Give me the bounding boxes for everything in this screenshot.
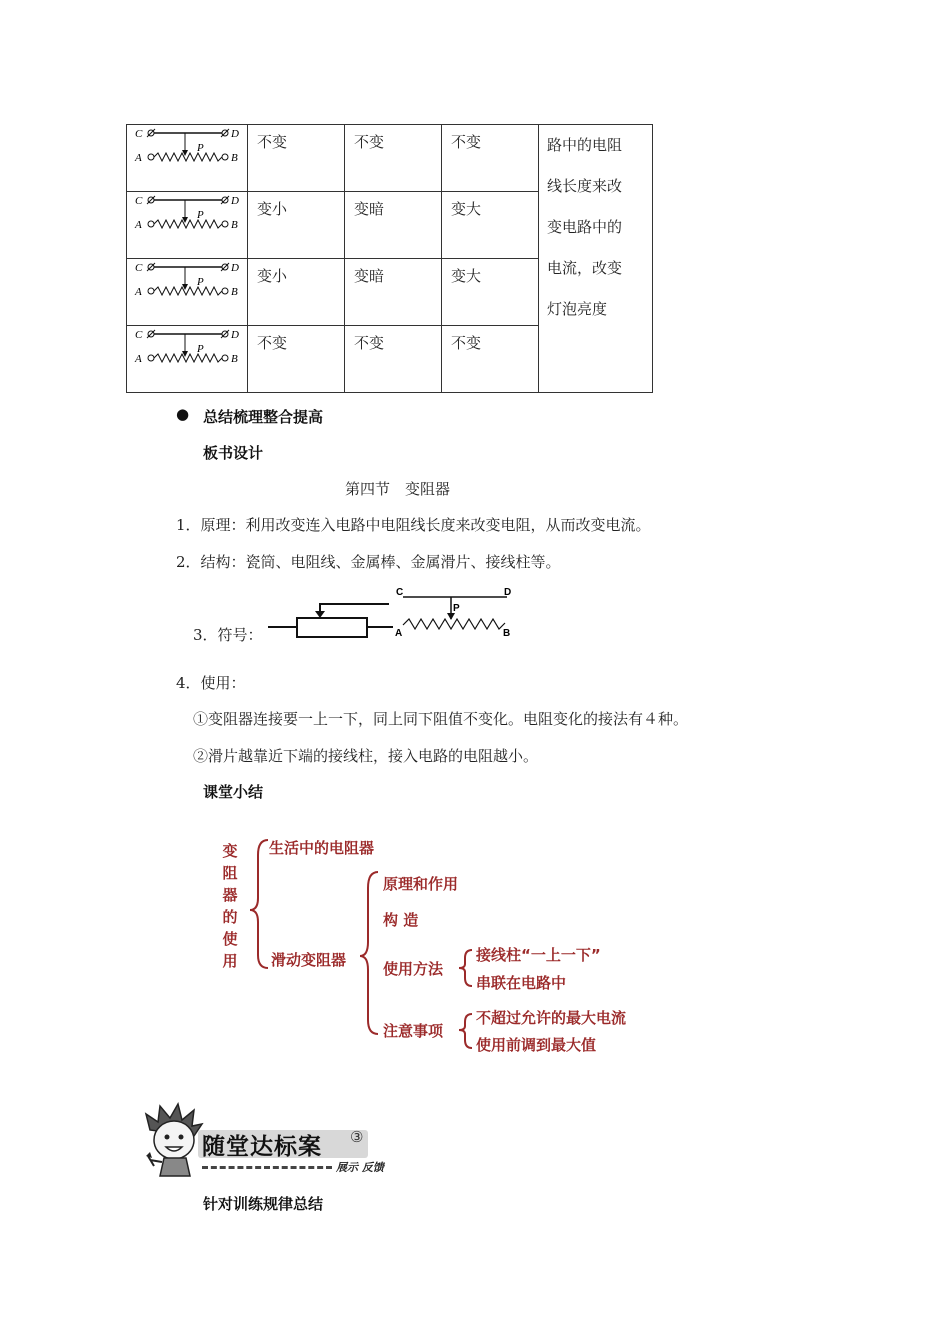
notes-item-2: 使用前调到最大值 [476, 1036, 597, 1054]
note-cell [539, 125, 653, 393]
svg-text:A: A [135, 353, 142, 365]
board-design-heading: 板书设计 [203, 444, 264, 462]
svg-text:A: A [135, 219, 142, 231]
item-usage: 4．使用： [176, 674, 246, 692]
item-usage-2: ②滑片越靠近下端的接线柱，接入电路的电阻越小。 [193, 747, 539, 765]
svg-text:P: P [197, 343, 204, 355]
table-cell [248, 192, 345, 259]
root-char: 阻 [222, 864, 238, 882]
svg-text:C: C [135, 329, 143, 341]
cell-value: 不变 [451, 133, 482, 151]
cell-value: 不变 [354, 133, 385, 151]
svg-text:C: C [135, 195, 143, 207]
rheostat-table [126, 124, 653, 393]
cell-value: 不变 [451, 334, 482, 352]
svg-text:B: B [231, 286, 238, 298]
table-cell [345, 326, 442, 393]
item-principle: 1．原理：利用改变连入电路中电阻线长度来改变电阻，从而改变电流。 [176, 516, 651, 534]
table-cell [345, 259, 442, 326]
summary-heading: 总结梳理整合提高 [203, 408, 324, 426]
svg-text:D: D [231, 195, 239, 207]
svg-text:B: B [231, 353, 238, 365]
cell-value: 变小 [257, 200, 288, 218]
svg-text:P: P [197, 142, 204, 154]
label-d: D [504, 587, 512, 598]
note-line: 变电路中的 [547, 218, 623, 236]
svg-text:C: C [135, 262, 143, 274]
cell-value: 变大 [451, 267, 482, 285]
usage-item-2: 串联在电路中 [476, 974, 567, 992]
item-symbol-label: 3．符号： [193, 626, 263, 644]
label-c: C [396, 587, 404, 598]
table-row [127, 125, 653, 192]
banner-circle-number: ③ [350, 1128, 364, 1146]
note-line: 路中的电阻 [547, 136, 623, 154]
banner-title: 随堂达标案 [202, 1134, 322, 1160]
svg-text:C: C [135, 128, 143, 140]
cell-value: 不变 [354, 334, 385, 352]
label-p: P [453, 603, 460, 614]
item-usage-1: ①变阻器连接要一上一下，同上同下阻值不变化。电阻变化的接法有４种。 [193, 710, 689, 728]
svg-text:P: P [197, 209, 204, 221]
table-cell [248, 326, 345, 393]
cell-value: 变暗 [354, 267, 385, 285]
svg-text:B: B [231, 219, 238, 231]
rheostat-mini-diagram [127, 192, 247, 254]
label-b: B [503, 628, 511, 639]
rheostat-mini-diagram [127, 326, 247, 388]
mind-map [210, 830, 670, 1060]
svg-text:D: D [231, 262, 239, 274]
svg-text:D: D [231, 128, 239, 140]
root-char: 变 [222, 842, 238, 860]
table-cell [248, 125, 345, 192]
root-char: 的 [222, 908, 238, 926]
cell-value: 变大 [451, 200, 482, 218]
table-cell [442, 259, 539, 326]
table-cell [345, 125, 442, 192]
note-line: 灯泡亮度 [547, 300, 608, 318]
section-bullet: ● [176, 405, 190, 423]
node-principle: 原理和作用 [383, 875, 459, 893]
note-line: 电流，改变 [547, 259, 623, 277]
svg-text:B: B [231, 152, 238, 164]
footer-heading: 针对训练规律总结 [203, 1195, 324, 1213]
svg-text:A: A [135, 152, 142, 164]
node-notes: 注意事项 [383, 1022, 444, 1040]
svg-text:D: D [231, 329, 239, 341]
rheostat-mini-diagram [127, 259, 247, 321]
rheostat-diagram-cell [127, 192, 248, 259]
item-structure: 2．结构：瓷筒、电阻线、金属棒、金属滑片、接线柱等。 [176, 553, 561, 571]
table-cell [345, 192, 442, 259]
branch-life-resistors: 生活中的电阻器 [269, 839, 375, 857]
notes-item-1: 不超过允许的最大电流 [476, 1009, 627, 1027]
branch-sliding-rheostat: 滑动变阻器 [271, 951, 347, 969]
root-char: 用 [222, 952, 238, 970]
practice-banner [140, 1100, 390, 1180]
table-cell [442, 125, 539, 192]
rheostat-structure-diagram [393, 583, 518, 640]
usage-item-1: 接线柱“一上一下” [476, 946, 601, 964]
rheostat-mini-diagram [127, 125, 247, 187]
banner-subtitle: 展示 反馈 [336, 1161, 384, 1174]
table-cell [442, 326, 539, 393]
svg-text:P: P [197, 276, 204, 288]
table-cell [248, 259, 345, 326]
rheostat-diagram-cell [127, 125, 248, 192]
cell-value: 变小 [257, 267, 288, 285]
svg-text:A: A [135, 286, 142, 298]
node-usage-method: 使用方法 [383, 960, 444, 978]
class-summary-heading: 课堂小结 [203, 783, 264, 801]
rheostat-diagram-cell [127, 259, 248, 326]
cell-value: 变暗 [354, 200, 385, 218]
node-structure: 构 造 [383, 911, 419, 929]
rheostat-diagram-cell [127, 326, 248, 393]
section-title: 第四节 变阻器 [345, 480, 451, 498]
root-char: 器 [222, 886, 238, 904]
rheostat-symbol [265, 598, 395, 644]
table-cell [442, 192, 539, 259]
note-line: 线长度来改 [547, 177, 623, 195]
root-char: 使 [222, 930, 238, 948]
label-a: A [395, 628, 403, 639]
cell-value: 不变 [257, 334, 288, 352]
cell-value: 不变 [257, 133, 288, 151]
